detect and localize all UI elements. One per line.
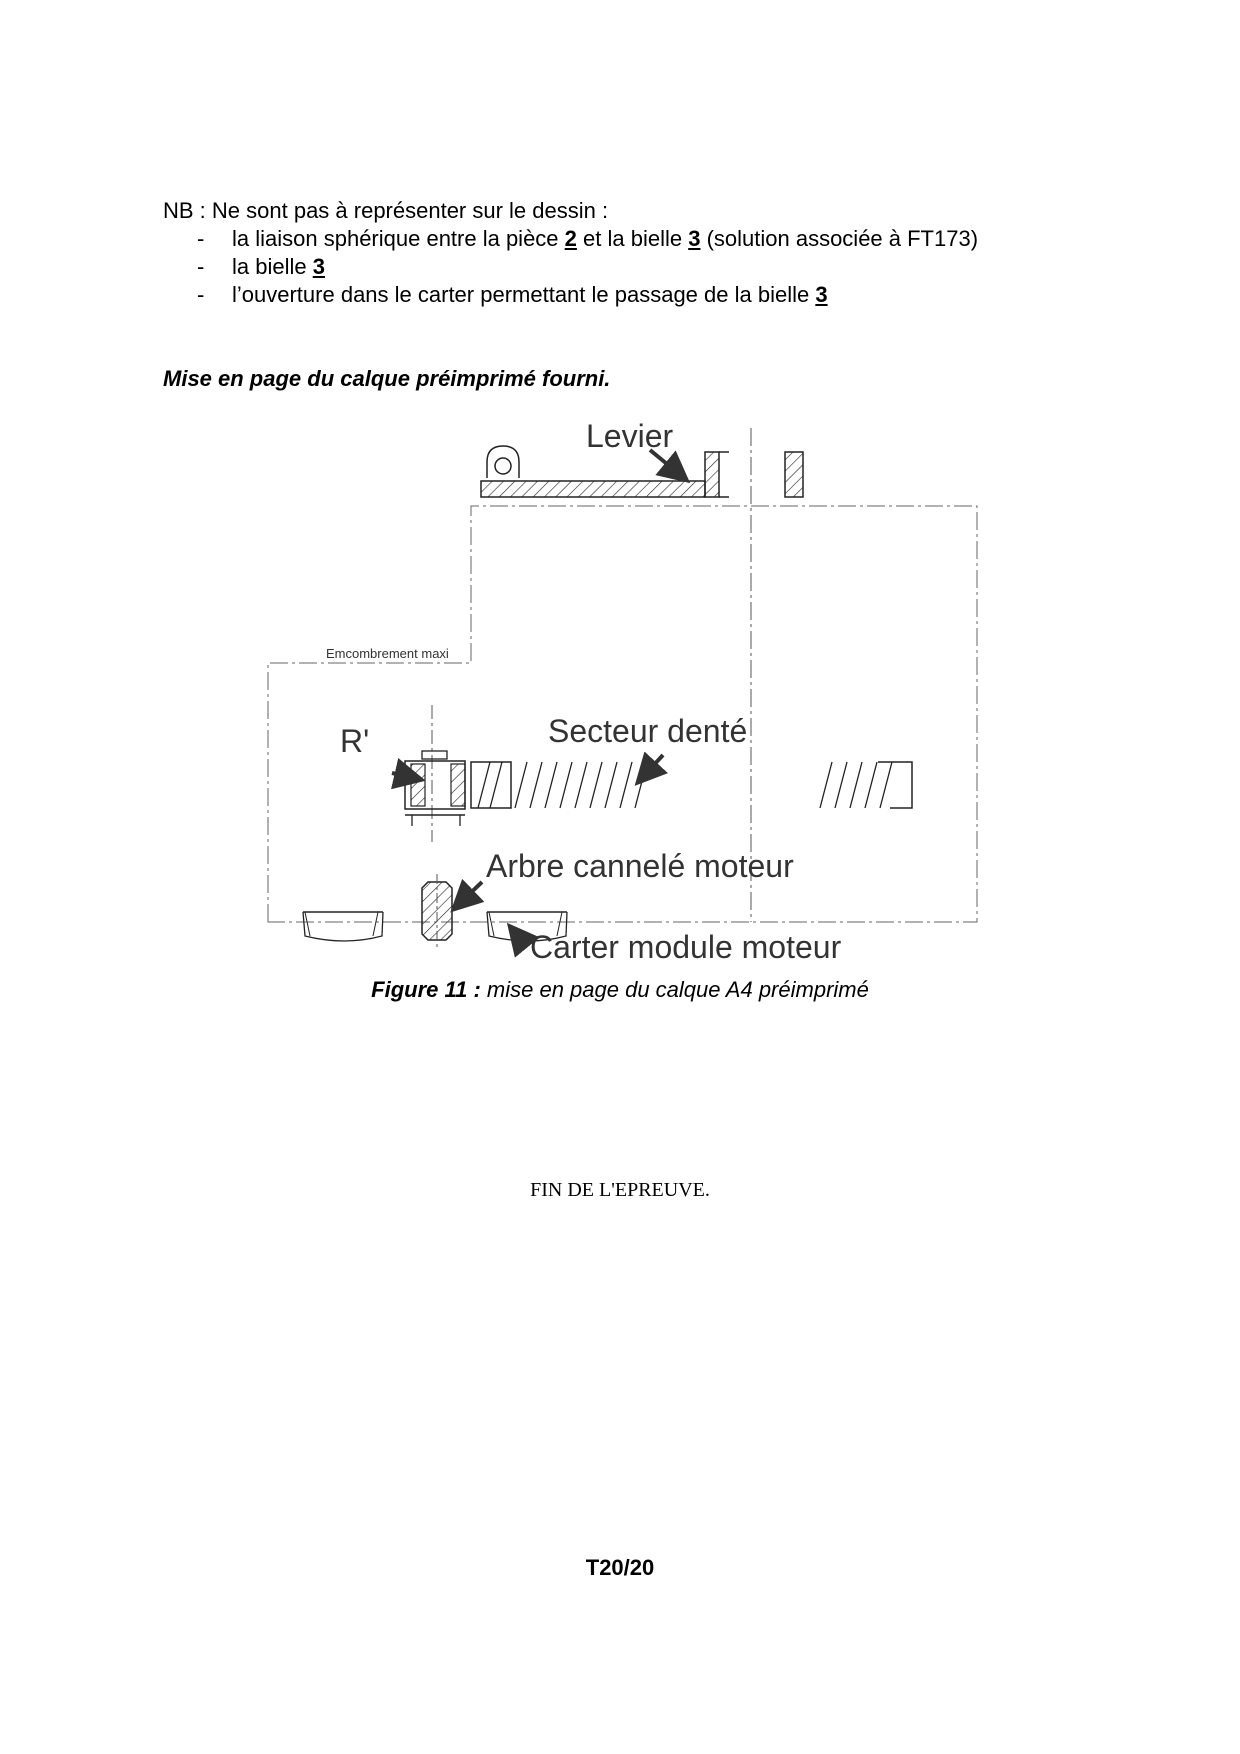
list-dash: - — [197, 282, 205, 307]
carter-label: Carter module moteur — [530, 929, 842, 965]
nb-intro: NB : Ne sont pas à représenter sur le dessin : — [163, 198, 609, 223]
list-dash: - — [197, 254, 205, 279]
secteur-arrow — [640, 755, 663, 780]
end-text: FIN DE L'EPREUVE. — [530, 1179, 710, 1201]
arbre-cannele — [422, 874, 452, 948]
part-ref: 3 — [815, 282, 828, 307]
arbre-arrow — [456, 882, 482, 907]
page-number: T20/20 — [585, 1555, 655, 1580]
figure-caption — [0, 977, 1240, 1003]
part-ref: 3 — [312, 254, 325, 279]
item-text: l’ouverture dans le carter permettant le passage de la bielle — [232, 282, 816, 307]
levier-section — [785, 452, 803, 497]
item-text: la liaison sphérique entre la pièce — [232, 226, 565, 251]
figure-number: Figure 11 : — [371, 977, 481, 1002]
arbre-label: Arbre cannelé moteur — [486, 848, 794, 884]
list-dash: - — [197, 226, 205, 251]
item-text: (solution associée à FT173) — [700, 226, 979, 251]
levier-arrow — [650, 450, 684, 478]
carter-arrow — [512, 929, 526, 946]
item-text: la bielle — [232, 254, 313, 279]
levier-label: Levier — [586, 418, 674, 454]
r-prime-bearing — [405, 705, 465, 842]
section-heading: Mise en page du calque préimprimé fourni. — [163, 366, 611, 391]
secteur-dente — [471, 762, 912, 808]
part-ref: 3 — [688, 226, 701, 251]
item-text: et la bielle — [576, 226, 689, 251]
secteur-label: Secteur denté — [548, 713, 748, 749]
caption-text: mise en page du calque A4 préimprimé — [480, 977, 869, 1002]
encombrement-label: Emcombrement maxi — [326, 646, 449, 661]
part-ref: 2 — [564, 226, 577, 251]
r-prime-label: R' — [340, 723, 370, 759]
